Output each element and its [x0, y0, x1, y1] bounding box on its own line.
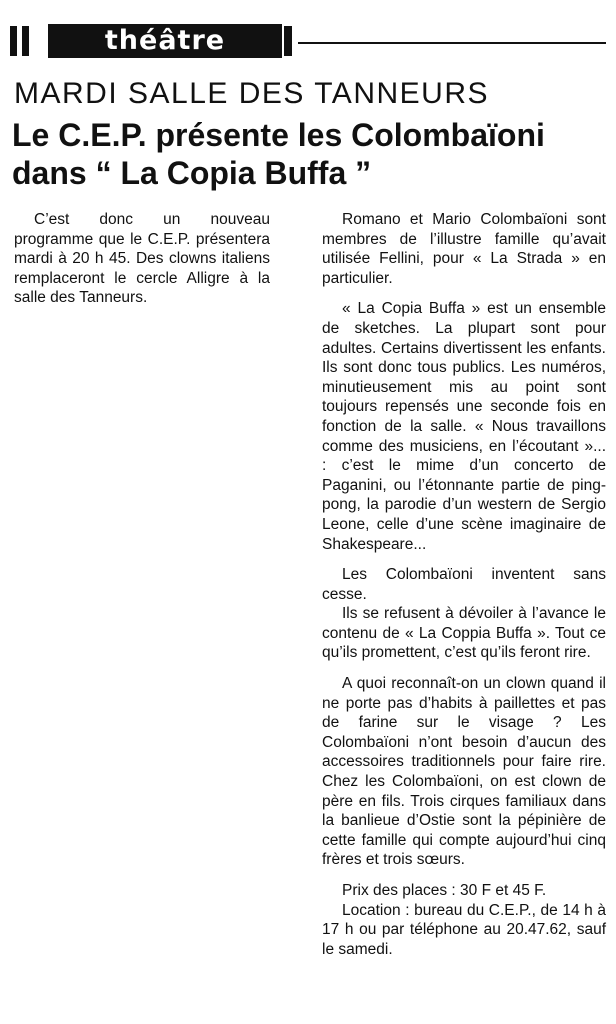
- headline-line-1: Le C.E.P. présente les Colombaïoni: [12, 117, 545, 153]
- rubric-rule: [298, 42, 606, 44]
- price-paragraph: Prix des places : 30 F et 45 F.: [342, 882, 547, 899]
- booking-paragraph: Location : bureau du C.E.P., de 14 h à 17 h ou par téléphone au 20.47.62, sauf le samedi.: [322, 901, 606, 958]
- rubric-bar-left: [10, 26, 17, 56]
- right-paragraph-1: Romano et Mario Colombaïoni sont membres de l’illustre famille qu’avait utilisée Fellini, pour « La Strada » en particulier.: [322, 211, 606, 287]
- right-paragraph-5: A quoi reconnaît-on un clown quand il ne porte pas d’habits à paillettes et pas de farine sur le visage ? Les Colombaïoni n’ont besoin d’aucun des accessoires traditionnels pour faire rire. Chez les Colombaïoni, on est clown de père en fils. Trois cirques familiaux dans la banlieue d’Ostie sont la pépinière de cette famille qui compte aujourd’hui cinq frères et trois sœurs.: [322, 675, 606, 869]
- right-paragraph-3: Les Colombaïoni inventent sans cesse.: [322, 566, 606, 603]
- section-rubric: [10, 22, 606, 58]
- rubric-bar-left-inner: [22, 26, 29, 56]
- left-column: [14, 210, 270, 308]
- right-column: [322, 210, 606, 959]
- article-headline: [12, 116, 608, 192]
- headline-line-2: dans “ La Copia Buffa ”: [12, 155, 372, 191]
- left-paragraph-1: C’est donc un nouveau programme que le C.E.P. présentera mardi à 20 h 45. Des clowns italiens remplaceront le cercle Alligre à la salle des Tanneurs.: [14, 211, 270, 307]
- rubric-bar-right: [284, 26, 292, 56]
- kicker-line: MARDI SALLE DES TANNEURS: [14, 77, 489, 110]
- section-label: théâtre: [48, 24, 282, 58]
- right-paragraph-2: « La Copia Buffa » est un ensemble de sketches. La plupart sont pour adultes. Certains divertissent les enfants. Ils sont donc tous publics. Les numéros, minutieusement mis au point sont toujours repensés une seconde fois en fonction de la salle. « Nous travaillons comme des musiciens, en l’écoutant »... : c’est le mime d’un concerto de Paganini, ou l’étonnante partie de ping-pong, la parodie d’un western de Sergio Leone, celle d’une scène imaginaire de Shakespeare...: [322, 300, 606, 553]
- right-paragraph-4: Ils se refusent à dévoiler à l’avance le contenu de « La Coppia Buffa ». Tout ce qu’ils promettent, c’est qu’ils feront rire.: [322, 605, 606, 662]
